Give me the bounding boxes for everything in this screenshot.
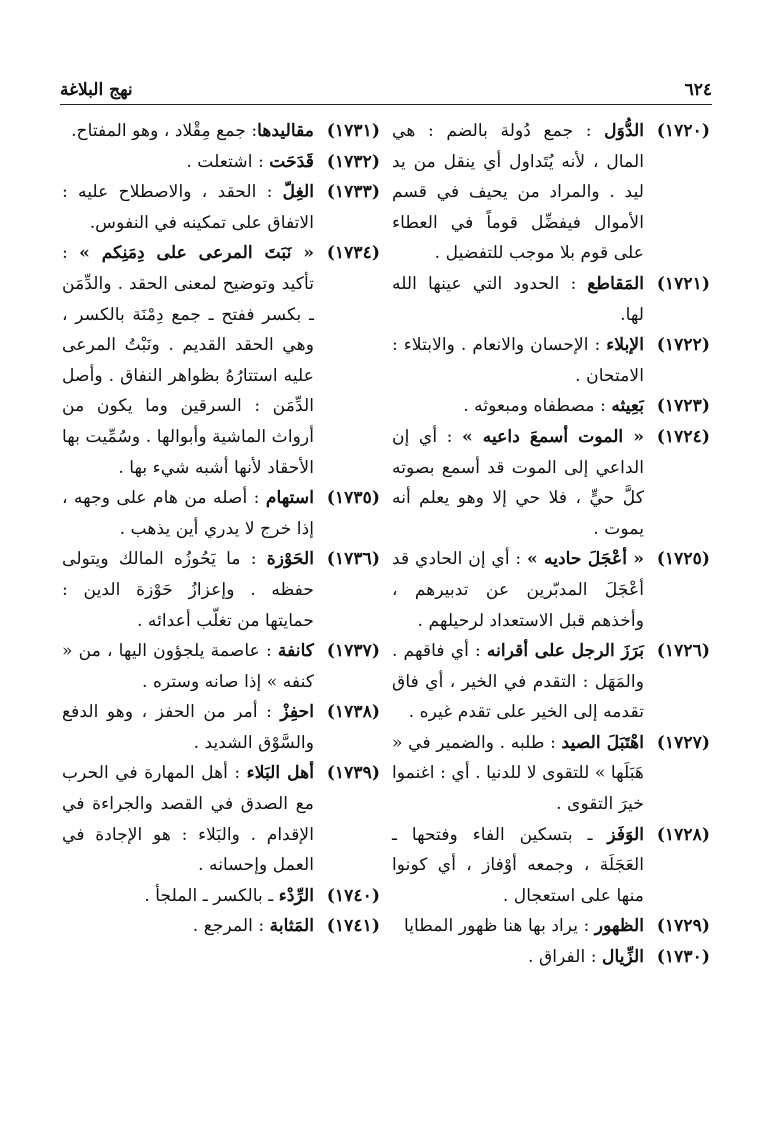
entry-term: المَقاطع xyxy=(587,273,644,294)
entry-number: (١٧٣٨) xyxy=(326,702,380,723)
entry-body xyxy=(62,238,314,483)
entry-term: بَعِيثه xyxy=(611,396,644,417)
entry-number: (١٧٣٤) xyxy=(326,243,380,264)
gloss-entry xyxy=(62,238,380,483)
entry-number: (١٧٢٨) xyxy=(656,824,710,845)
entry-body xyxy=(392,911,644,942)
entry-term: المَثابة xyxy=(269,916,314,937)
entry-body xyxy=(62,544,314,636)
page-header xyxy=(60,72,712,100)
entry-definition: : مصطفاه ومبعوثه . xyxy=(463,396,612,417)
entry-body xyxy=(62,177,314,238)
entry-term: قَدَحَت xyxy=(269,151,314,172)
gloss-entry xyxy=(62,544,380,636)
entry-number: (١٧٢٣) xyxy=(656,396,710,417)
entry-term: بَرَزَ الرجل على أقرانه xyxy=(486,641,644,662)
gloss-entry xyxy=(62,483,380,544)
entry-definition: : جمع مِقْلاد ، وهو المفتاح. xyxy=(71,121,258,141)
entry-number: (١٧٢٦) xyxy=(656,641,710,662)
entry-body xyxy=(392,391,644,422)
entry-number: (١٧٢٤) xyxy=(656,426,710,447)
gloss-entry xyxy=(392,820,710,912)
entry-number: (١٧٢٢) xyxy=(656,335,710,356)
entry-term: الرِّدْء xyxy=(278,885,314,906)
entry-definition: : جمع دُولة بالضم : هي المال ، لأنه يُتَداول أي ينقل من يد ليد . والمراد من يحيف في قسم الأموال فيفضِّل قوماً في العطاء على قوم بلا موجب للتفضيل . xyxy=(392,121,644,264)
gloss-entry xyxy=(392,911,710,942)
entry-body xyxy=(62,116,314,147)
gloss-entry xyxy=(392,330,710,391)
header-rule xyxy=(60,104,712,105)
entry-number: (١٧٣٠) xyxy=(656,947,710,968)
entry-body xyxy=(392,330,644,391)
entry-number: (١٧٢٧) xyxy=(656,732,710,753)
entry-term: الغِلّ xyxy=(282,182,314,203)
entry-body xyxy=(392,422,644,544)
entry-term: الحَوْزة xyxy=(266,549,314,570)
entry-term: أهل البَلاء xyxy=(246,763,314,784)
entry-definition: : أمر من الحفز ، وهو الدفع والسَّوْق الشديد . xyxy=(62,702,314,753)
entry-number: (١٧٢١) xyxy=(656,273,710,294)
entry-definition: : طلبه . والضمير في « هَبَلَها » للتقوى لا للدنيا . أي : اغنموا خيرَ التقوى . xyxy=(392,732,644,815)
gloss-entry xyxy=(62,147,380,178)
entry-definition: ـ بالكسر ـ الملجأ . xyxy=(144,885,279,906)
entry-body xyxy=(62,758,314,880)
entry-definition: : أهل المهارة في الحرب مع الصدق في القصد والجراءة في الإقدام . والبَلاء : هو الإجادة في العمل وإحسانه . xyxy=(62,763,314,876)
gloss-entry xyxy=(62,697,380,758)
entry-definition: : أي فاقهم . والمَهَل : التقدم في الخير ، أي فاق تقدمه إلى الخير على تقدم غيره . xyxy=(392,641,644,723)
entry-definition: : عاصمة يلجؤون اليها ، من « كنفه » إذا صانه وستره . xyxy=(62,641,314,692)
gloss-entry xyxy=(392,942,710,973)
entry-definition: : الفراق . xyxy=(528,947,602,968)
book-title: نهج البلاغة xyxy=(60,80,133,100)
entry-term: احفِزْ xyxy=(280,702,314,723)
entry-definition: ـ بتسكين الفاء وفتحها ـ العَجَلَة ، وجمعه أوْفاز ، أي كونوا منها على استعجال . xyxy=(392,824,644,906)
entry-term: الدُّوَل xyxy=(604,121,644,141)
entry-definition: : أي إن الداعي إلى الموت قد أسمع بصوته كلَّ حيٍّ ، فلا حي إلا وهو يعلم أنه يموت . xyxy=(392,426,644,539)
entry-number: (١٧٢٩) xyxy=(656,916,710,937)
entry-number: (١٧٣٩) xyxy=(326,763,380,784)
entry-body xyxy=(392,269,644,330)
entry-term: الظهور xyxy=(594,916,644,937)
entry-definition: : تأكيد وتوضيح لمعنى الحقد . والدِّمَن ـ بكسر ففتح ـ جمع دِمْنَة بالكسر ، وهي الحقد القديم . ونَبْتُ المرعى عليه استتارُهُ بظواهر النفاق . وأصل الدِّمَن : السرقين وما يكون من أرواث الماشية وأبوالها . وسُمِّيت بها الأحقاد لأنها أشبه شيء بها . xyxy=(62,243,314,478)
gloss-entry xyxy=(62,911,380,942)
entry-definition: : المرجع . xyxy=(192,916,270,937)
entry-body xyxy=(392,116,644,269)
gloss-entry xyxy=(62,881,380,912)
gloss-entry xyxy=(62,116,380,147)
entry-definition: : الحقد ، والاصطلاح عليه : الاتفاق على تمكينه في النفوس. xyxy=(62,182,314,233)
entry-term: مقاليدها xyxy=(257,121,314,141)
entry-term: « نَبَتَ المرعى على دِمَنِكم » xyxy=(79,243,314,264)
entry-definition: : يراد بها هنا ظهور المطايا xyxy=(403,916,595,937)
entry-term: الزِّيال xyxy=(601,947,644,968)
right-column xyxy=(392,116,710,973)
entry-body xyxy=(62,881,314,912)
entry-number: (١٧٣٥) xyxy=(326,488,380,509)
entry-body xyxy=(392,728,644,820)
entry-number: (١٧٢٠) xyxy=(656,121,710,141)
gloss-entry xyxy=(392,422,710,544)
gloss-entry xyxy=(62,177,380,238)
entry-definition: : الحدود التي عينها الله لها. xyxy=(392,273,644,325)
entry-body xyxy=(392,544,644,636)
gloss-entry xyxy=(392,636,710,728)
entry-body xyxy=(62,911,314,942)
gloss-entry xyxy=(392,391,710,422)
entry-definition: : أصله من هام على وجهه ، إذا خرج لا يدري أين يذهب . xyxy=(62,488,314,539)
entry-body xyxy=(392,942,644,973)
entry-body xyxy=(62,697,314,758)
gloss-entry xyxy=(392,116,710,269)
entry-term: الوَفَز xyxy=(607,824,644,845)
entry-body xyxy=(392,636,644,728)
entry-number: (١٧٣٣) xyxy=(326,182,380,203)
gloss-entry xyxy=(62,636,380,697)
entry-definition: : الإحسان والانعام . والابتلاء : الامتحان . xyxy=(392,335,644,386)
entry-number: (١٧٣٦) xyxy=(326,549,380,570)
entry-number: (١٧٤١) xyxy=(326,916,380,937)
gloss-entry xyxy=(62,758,380,880)
entry-definition: : أي إن الحادي قد أعْجَلَ المدبّرين عن تدبيرهم ، وأخذهم قبل الاستعداد لرحيلهم . xyxy=(392,549,644,631)
left-column xyxy=(62,116,380,942)
entry-body xyxy=(62,483,314,544)
entry-term: « الموت أسمعَ داعيه » xyxy=(461,426,644,447)
entry-definition: : اشتعلت . xyxy=(186,151,270,172)
entry-term: « أعْجَلَ حاديه » xyxy=(526,549,645,570)
entry-number: (١٧٣٧) xyxy=(326,641,380,662)
entry-body xyxy=(62,147,314,178)
entry-term: كانفة xyxy=(277,641,314,662)
entry-body xyxy=(62,636,314,697)
gloss-entry xyxy=(392,269,710,330)
entry-number: (١٧٣٢) xyxy=(326,151,380,172)
gloss-entry xyxy=(392,544,710,636)
entry-number: (١٧٤٠) xyxy=(326,885,380,906)
entry-term: استهام xyxy=(265,488,314,509)
entry-term: الإبلاء xyxy=(606,335,644,356)
gloss-entry xyxy=(392,728,710,820)
entry-definition: : ما يَحُوزُه المالك ويتولى حفظه . وإعزازُ حَوْزة الدين : حمايتها من تغلّب أعدائه . xyxy=(62,549,314,631)
entry-term: اهْتَبَلَ الصيد xyxy=(561,732,645,753)
entry-body xyxy=(392,820,644,912)
page-number: ٦٢٤ xyxy=(684,80,712,100)
entry-number: (١٧٢٥) xyxy=(656,549,710,570)
entry-number: (١٧٣١) xyxy=(326,121,380,141)
